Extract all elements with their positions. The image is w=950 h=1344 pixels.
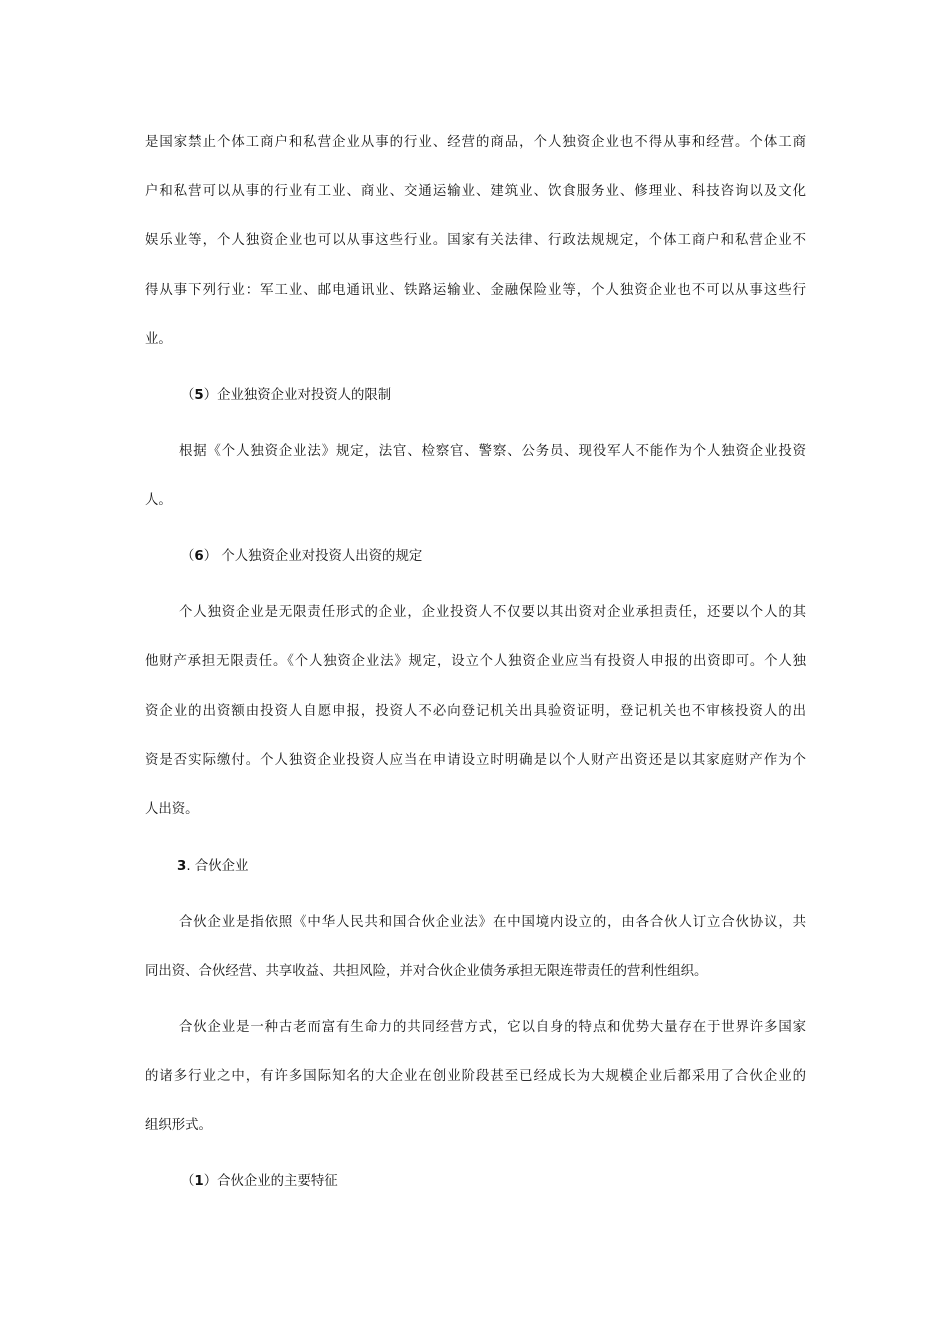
paragraph-line: 业。 [145, 332, 172, 347]
section-heading-partnership [177, 857, 677, 877]
paragraph-line: 组织形式。 [145, 1118, 212, 1133]
paragraph-line: 合伙企业是指依照《中华人民共和国合伙企业法》在中国境内设立的，由各合伙人订立合伙协议，共 [179, 915, 806, 930]
heading-text: ） 个人独资企业对投资人出资的规定 [203, 549, 423, 564]
paragraph-line: 人。 [145, 493, 172, 508]
paragraph-line: 是国家禁止个体工商户和私营企业从事的行业、经营的商品，个人独资企业也不得从事和经营。个体工商 [145, 135, 806, 150]
section-heading-5 [181, 386, 681, 406]
paragraph-line: 的诸多行业之中，有许多国际知名的大企业在创业阶段甚至已经成长为大规模企业后都采用了合伙企业的 [145, 1069, 806, 1084]
paragraph-line: 同出资、合伙经营、共享收益、共担风险，并对合伙企业债务承担无限连带责任的营利性组织。 [145, 964, 708, 979]
heading-text: ）企业独资企业对投资人的限制 [203, 388, 392, 403]
section-heading-1 [181, 1172, 681, 1192]
heading-prefix: （ [181, 1174, 195, 1189]
heading-number: 1 [194, 1174, 204, 1189]
paragraph-line: 娱乐业等，个人独资企业也可以从事这些行业。国家有关法律、行政法规规定，个体工商户和私营企业不 [145, 233, 806, 248]
paragraph-line: 根据《个人独资企业法》规定，法官、检察官、警察、公务员、现役军人不能作为个人独资企业投资 [179, 444, 806, 459]
heading-prefix: （ [181, 388, 195, 403]
heading-text: . 合伙企业 [186, 859, 249, 874]
paragraph-line: 人出资。 [145, 802, 199, 817]
paragraph-line: 资企业的出资额由投资人自愿申报，投资人不必向登记机关出具验资证明，登记机关也不审核投资人的出 [145, 704, 806, 719]
paragraph-line: 户和私营可以从事的行业有工业、商业、交通运输业、建筑业、饮食服务业、修理业、科技咨询以及文化 [145, 184, 806, 199]
heading-prefix: （ [181, 549, 195, 564]
heading-number: 6 [194, 549, 204, 564]
paragraph-line: 合伙企业是一种古老而富有生命力的共同经营方式，它以自身的特点和优势大量存在于世界许多国家 [179, 1020, 806, 1035]
section-heading-6 [181, 547, 681, 567]
heading-text: ）合伙企业的主要特征 [203, 1174, 338, 1189]
paragraph-line: 资是否实际缴付。个人独资企业投资人应当在申请设立时明确是以个人财产出资还是以其家庭财产作为个 [145, 753, 806, 768]
paragraph-line: 得从事下列行业：军工业、邮电通讯业、铁路运输业、金融保险业等，个人独资企业也不可以从事这些行 [145, 283, 806, 298]
heading-number: 3 [177, 859, 187, 874]
paragraph-line: 个人独资企业是无限责任形式的企业，企业投资人不仅要以其出资对企业承担责任，还要以个人的其 [179, 605, 806, 620]
heading-number: 5 [194, 388, 204, 403]
paragraph-line: 他财产承担无限责任。《个人独资企业法》规定，设立个人独资企业应当有投资人申报的出资即可。个人独 [145, 654, 806, 669]
